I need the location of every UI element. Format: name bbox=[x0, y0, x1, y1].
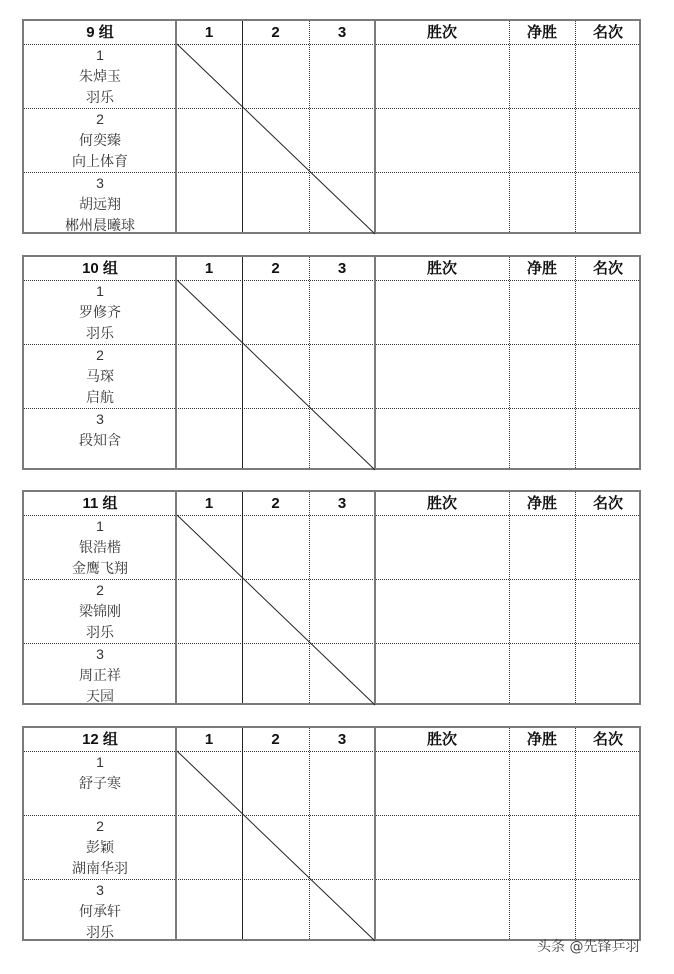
divider bbox=[242, 21, 243, 232]
col-rank: 名次 bbox=[592, 731, 623, 748]
col-opponent-3: 3 bbox=[337, 495, 347, 512]
player-cell bbox=[24, 44, 176, 109]
divider bbox=[175, 21, 177, 232]
player-name: 胡远翔 bbox=[79, 196, 121, 212]
col-opponent-2: 2 bbox=[271, 260, 280, 277]
player-club: 湖南华羽 bbox=[72, 860, 128, 876]
divider bbox=[175, 728, 177, 939]
player-cell bbox=[24, 408, 176, 473]
player-row bbox=[24, 879, 639, 943]
col-rank: 名次 bbox=[592, 260, 623, 277]
group-table-9 bbox=[22, 19, 641, 234]
divider bbox=[509, 492, 510, 703]
group-title: 9 组 bbox=[86, 24, 114, 41]
divider bbox=[242, 492, 243, 703]
header-row bbox=[24, 492, 639, 516]
player-row bbox=[24, 579, 639, 644]
player-club: 天园 bbox=[86, 688, 114, 704]
divider bbox=[175, 257, 177, 468]
player-club bbox=[24, 451, 176, 472]
col-opponent-1: 1 bbox=[204, 260, 214, 277]
divider bbox=[374, 728, 376, 939]
player-seed: 3 bbox=[96, 411, 104, 427]
player-row bbox=[24, 280, 639, 345]
player-row bbox=[24, 408, 639, 472]
col-opponent-2: 2 bbox=[271, 495, 280, 512]
player-club: 羽乐 bbox=[86, 924, 114, 940]
player-name: 何奕臻 bbox=[79, 132, 121, 148]
player-seed: 3 bbox=[96, 646, 104, 662]
player-row bbox=[24, 815, 639, 880]
player-club: 羽乐 bbox=[86, 89, 114, 105]
divider bbox=[575, 728, 576, 939]
divider bbox=[175, 492, 177, 703]
divider bbox=[374, 257, 376, 468]
group-table-12 bbox=[22, 726, 641, 941]
player-club: 金鹰飞翔 bbox=[72, 560, 128, 576]
col-opponent-2: 2 bbox=[271, 731, 280, 748]
player-name: 银浩楷 bbox=[79, 539, 121, 555]
col-net-wins: 净胜 bbox=[526, 260, 557, 277]
player-seed: 2 bbox=[96, 818, 104, 834]
col-net-wins: 净胜 bbox=[526, 24, 557, 41]
player-name: 罗修齐 bbox=[79, 304, 121, 320]
player-seed: 2 bbox=[96, 582, 104, 598]
player-cell bbox=[24, 344, 176, 409]
header-row bbox=[24, 21, 639, 45]
player-row bbox=[24, 751, 639, 816]
col-rank: 名次 bbox=[592, 24, 623, 41]
divider bbox=[575, 492, 576, 703]
col-opponent-3: 3 bbox=[337, 731, 347, 748]
col-opponent-3: 3 bbox=[337, 24, 347, 41]
divider bbox=[242, 257, 243, 468]
divider bbox=[309, 492, 310, 703]
player-cell bbox=[24, 751, 176, 816]
col-opponent-1: 1 bbox=[204, 495, 214, 512]
col-opponent-1: 1 bbox=[204, 731, 214, 748]
divider bbox=[309, 728, 310, 939]
player-club: 羽乐 bbox=[86, 624, 114, 640]
player-cell bbox=[24, 280, 176, 345]
group-table-11 bbox=[22, 490, 641, 705]
player-cell bbox=[24, 579, 176, 644]
divider bbox=[575, 257, 576, 468]
col-wins: 胜次 bbox=[426, 24, 457, 41]
header-row bbox=[24, 728, 639, 752]
divider bbox=[309, 257, 310, 468]
player-cell bbox=[24, 515, 176, 580]
group-table-10 bbox=[22, 255, 641, 470]
player-seed: 3 bbox=[96, 882, 104, 898]
player-cell bbox=[24, 815, 176, 880]
player-name: 朱焯玉 bbox=[79, 68, 121, 84]
player-club: 郴州晨曦球 bbox=[65, 217, 135, 233]
player-row bbox=[24, 344, 639, 409]
col-net-wins: 净胜 bbox=[526, 731, 557, 748]
player-cell bbox=[24, 879, 176, 944]
player-row bbox=[24, 44, 639, 109]
player-club bbox=[24, 794, 176, 815]
player-name: 马琛 bbox=[86, 368, 114, 384]
player-cell bbox=[24, 643, 176, 708]
player-club: 启航 bbox=[86, 389, 114, 405]
divider bbox=[374, 492, 376, 703]
col-wins: 胜次 bbox=[426, 495, 457, 512]
group-title: 11 组 bbox=[82, 495, 118, 512]
player-name: 段知含 bbox=[79, 432, 121, 448]
player-row bbox=[24, 108, 639, 173]
watermark: 头条 @先锋乒羽 bbox=[537, 939, 640, 955]
player-seed: 1 bbox=[96, 754, 104, 770]
player-name: 梁锦刚 bbox=[79, 603, 121, 619]
player-club: 向上体育 bbox=[72, 153, 128, 169]
divider bbox=[575, 21, 576, 232]
player-cell bbox=[24, 108, 176, 173]
col-wins: 胜次 bbox=[426, 731, 457, 748]
group-title: 10 组 bbox=[82, 260, 118, 277]
player-name: 周正祥 bbox=[79, 667, 121, 683]
col-opponent-2: 2 bbox=[271, 24, 280, 41]
divider bbox=[374, 21, 376, 232]
col-opponent-3: 3 bbox=[337, 260, 347, 277]
col-rank: 名次 bbox=[592, 495, 623, 512]
col-opponent-1: 1 bbox=[204, 24, 214, 41]
player-seed: 1 bbox=[96, 283, 104, 299]
player-seed: 3 bbox=[96, 175, 104, 191]
player-name: 何承轩 bbox=[79, 903, 121, 919]
player-row bbox=[24, 172, 639, 236]
divider bbox=[309, 21, 310, 232]
divider bbox=[242, 728, 243, 939]
col-wins: 胜次 bbox=[426, 260, 457, 277]
player-name: 彭颖 bbox=[86, 839, 114, 855]
player-club: 羽乐 bbox=[86, 325, 114, 341]
player-row bbox=[24, 643, 639, 707]
divider bbox=[509, 21, 510, 232]
player-seed: 1 bbox=[96, 47, 104, 63]
group-title: 12 组 bbox=[82, 731, 118, 748]
player-seed: 2 bbox=[96, 347, 104, 363]
player-seed: 2 bbox=[96, 111, 104, 127]
player-name: 舒子寒 bbox=[79, 775, 121, 791]
player-row bbox=[24, 515, 639, 580]
player-cell bbox=[24, 172, 176, 237]
header-row bbox=[24, 257, 639, 281]
player-seed: 1 bbox=[96, 518, 104, 534]
col-net-wins: 净胜 bbox=[526, 495, 557, 512]
divider bbox=[509, 257, 510, 468]
divider bbox=[509, 728, 510, 939]
